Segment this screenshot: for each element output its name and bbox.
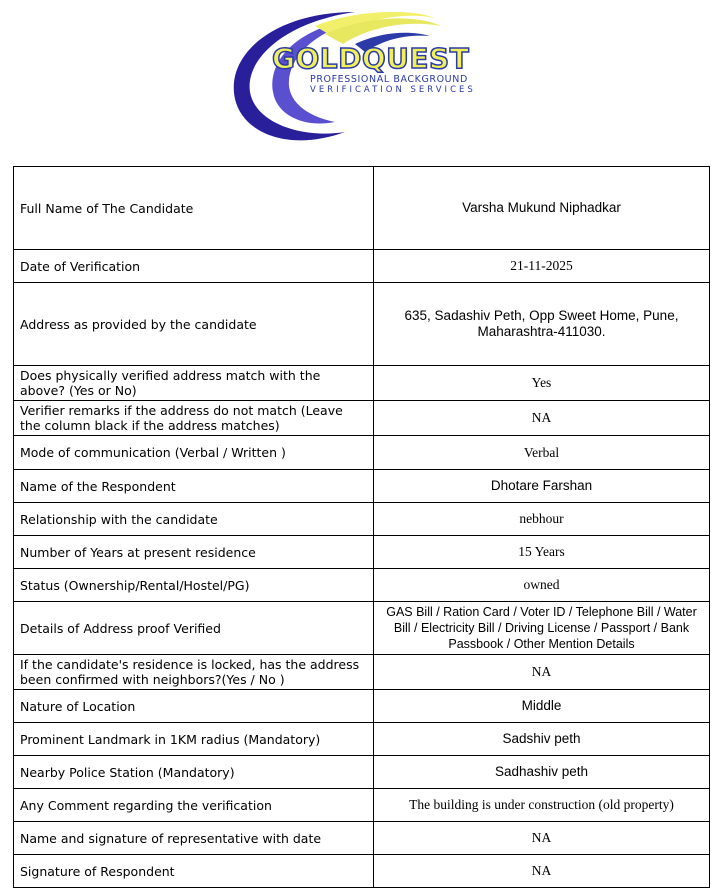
row-value: GAS Bill / Ration Card / Voter ID / Telephone Bill / Water Bill / Electricity Bill / Driving License / Passport / Bank Passbook / Other Mention Details [374, 602, 710, 655]
row-label: Name of the Respondent [14, 470, 374, 503]
row-value: Middle [374, 690, 710, 723]
row-value: NA [374, 855, 710, 888]
row-value: 15 Years [374, 536, 710, 569]
row-value: owned [374, 569, 710, 602]
table-row [14, 822, 710, 855]
row-label: If the candidate's residence is locked, has the address been confirmed with neighbors?(Yes / No ) [14, 655, 374, 690]
table-row [14, 855, 710, 888]
row-label: Date of Verification [14, 250, 374, 283]
table-row [14, 569, 710, 602]
row-label: Relationship with the candidate [14, 503, 374, 536]
table-row [14, 283, 710, 366]
table-row [14, 250, 710, 283]
row-value: NA [374, 822, 710, 855]
row-label: Nearby Police Station (Mandatory) [14, 756, 374, 789]
table-row [14, 436, 710, 470]
row-value: The building is under construction (old property) [374, 789, 710, 822]
table-row [14, 655, 710, 690]
row-label: Name and signature of representative with date [14, 822, 374, 855]
row-value: 635, Sadashiv Peth, Opp Sweet Home, Pune, Maharashtra-411030. [374, 283, 710, 366]
brand-tagline-1: PROFESSIONAL BACKGROUND [310, 74, 468, 85]
table-row [14, 536, 710, 569]
row-label: Any Comment regarding the verification [14, 789, 374, 822]
row-value: Varsha Mukund Niphadkar [374, 167, 710, 250]
brand-tagline-2: VERIFICATION SERVICES [310, 85, 476, 95]
table-row [14, 602, 710, 655]
row-label: Status (Ownership/Rental/Hostel/PG) [14, 569, 374, 602]
table-row [14, 690, 710, 723]
row-value: NA [374, 655, 710, 690]
table-row [14, 470, 710, 503]
table-row [14, 789, 710, 822]
table-row [14, 503, 710, 536]
verification-table [13, 166, 710, 888]
row-label: Details of Address proof Verified [14, 602, 374, 655]
row-value: nebhour [374, 503, 710, 536]
table-row [14, 401, 710, 436]
row-value: Verbal [374, 436, 710, 470]
table-row [14, 366, 710, 401]
row-label: Nature of Location [14, 690, 374, 723]
row-value: Dhotare Farshan [374, 470, 710, 503]
brand-name: GOLDQUEST [272, 42, 470, 75]
row-label: Prominent Landmark in 1KM radius (Mandatory) [14, 723, 374, 756]
row-value: NA [374, 401, 710, 436]
row-label: Address as provided by the candidate [14, 283, 374, 366]
table-row [14, 756, 710, 789]
row-value: Sadshiv peth [374, 723, 710, 756]
row-value: Yes [374, 366, 710, 401]
row-value: Sadhashiv peth [374, 756, 710, 789]
table-row [14, 167, 710, 250]
row-label: Signature of Respondent [14, 855, 374, 888]
row-label: Mode of communication (Verbal / Written ) [14, 436, 374, 470]
table-row [14, 723, 710, 756]
row-label: Number of Years at present residence [14, 536, 374, 569]
row-label: Does physically verified address match with the above? (Yes or No) [14, 366, 374, 401]
row-label: Verifier remarks if the address do not match (Leave the column black if the address matches) [14, 401, 374, 436]
row-label: Full Name of The Candidate [14, 167, 374, 250]
brand-block [272, 44, 522, 96]
row-value: 21-11-2025 [374, 250, 710, 283]
